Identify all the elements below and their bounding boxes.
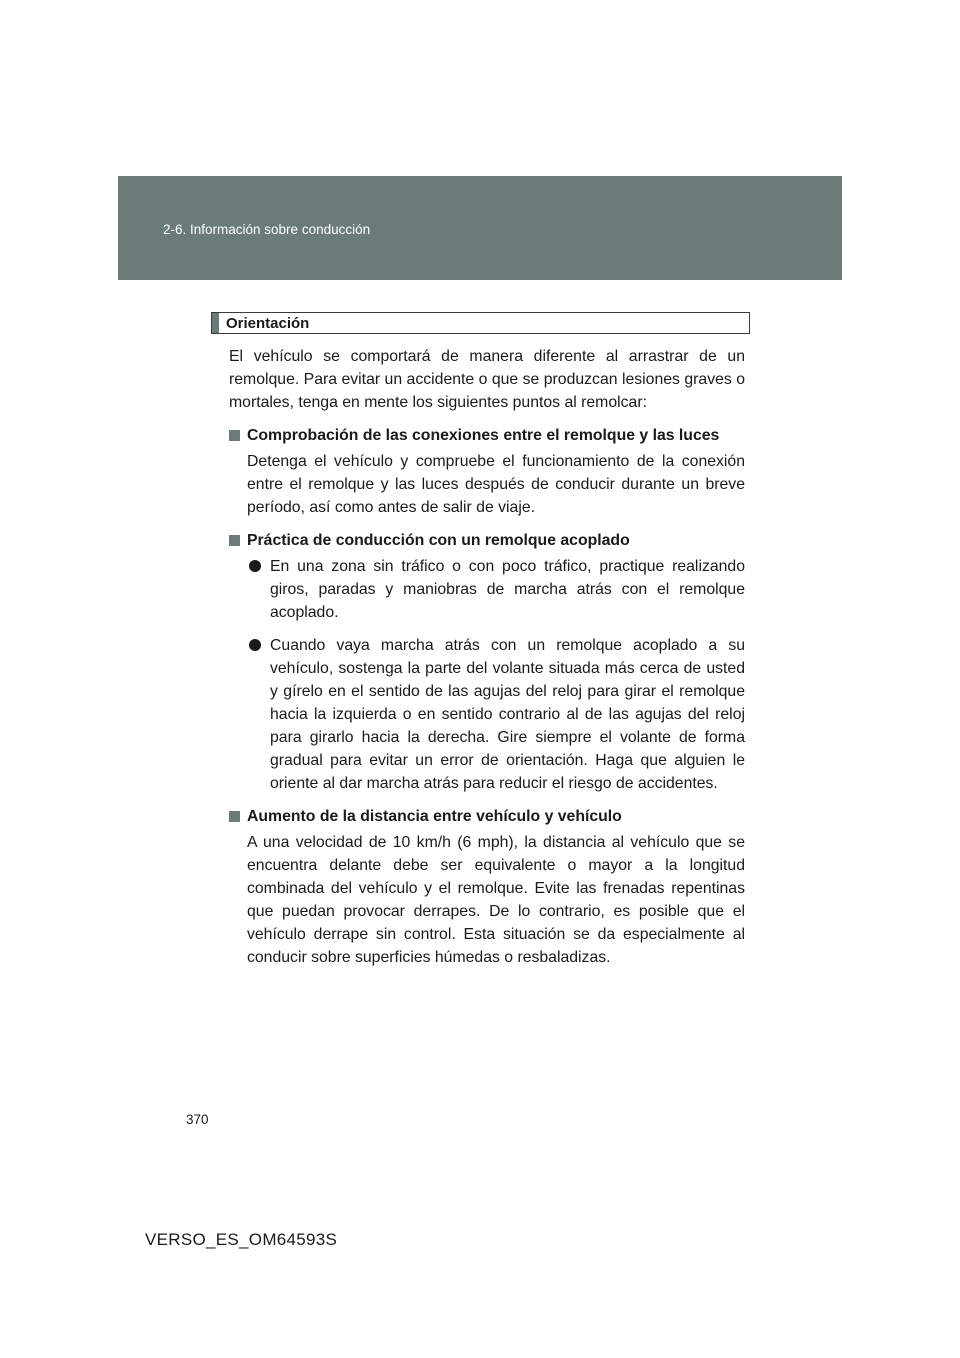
list-item bbox=[229, 555, 745, 624]
list-item-text: Cuando vaya marcha atrás con un remolque acoplado a su vehículo, sostenga la parte del volante situada más cerca de usted y gírelo en el sentido de las agujas del reloj para girar el remolque hacia la izquierda o en sentido contrario al de las agujas del reloj para girarlo hacia la derecha. Gire siempre el volante de forma gradual para evitar un error de orientación. Haga que alguien le oriente al dar marcha atrás para reducir el riesgo de accidentes. bbox=[270, 637, 745, 792]
subsection-title: Aumento de la distancia entre vehículo y vehículo bbox=[247, 808, 622, 825]
round-bullet-icon bbox=[249, 639, 261, 651]
header-band bbox=[118, 176, 842, 280]
square-bullet-icon bbox=[229, 811, 240, 822]
subsection-connections bbox=[229, 424, 745, 519]
square-bullet-icon bbox=[229, 430, 240, 441]
subsection-distance bbox=[229, 805, 745, 969]
intro-paragraph: El vehículo se comportará de manera diferente al arrastrar de un remolque. Para evitar un accidente o que se produzcan lesiones graves o mortales, tenga en mente los siguientes puntos al remolcar: bbox=[229, 348, 745, 411]
section-breadcrumb: 2-6. Información sobre conducción bbox=[163, 222, 371, 237]
square-bullet-icon bbox=[229, 535, 240, 546]
section-title: Orientación bbox=[226, 315, 310, 332]
subsection-heading bbox=[229, 529, 745, 552]
footer-document-code: VERSO_ES_OM64593S bbox=[145, 1230, 338, 1249]
subsection-body: Detenga el vehículo y compruebe el funcionamiento de la conexión entre el remolque y las luces después de conducir durante un breve período, así como antes de salir de viaje. bbox=[247, 453, 745, 516]
list-item-text: En una zona sin tráfico o con poco tráfico, practique realizando giros, paradas y maniobras de marcha atrás con el remolque acoplado. bbox=[270, 558, 745, 621]
subsection-heading bbox=[229, 805, 745, 828]
subsection-heading bbox=[229, 424, 745, 447]
subsection-title: Práctica de conducción con un remolque acoplado bbox=[247, 532, 630, 549]
subsection-body: A una velocidad de 10 km/h (6 mph), la distancia al vehículo que se encuentra delante debe ser equivalente o mayor a la longitud combinada del vehículo y el remolque. Evite las frenadas repentinas que puedan provocar derrapes. De lo contrario, es posible que el vehículo derrape sin control. Esta situación se da especialmente al conducir sobre superficies húmedas o resbaladizas. bbox=[247, 834, 745, 966]
subsection-title: Comprobación de las conexiones entre el remolque y las luces bbox=[247, 427, 720, 444]
section-title-box bbox=[211, 312, 750, 334]
page-content bbox=[229, 345, 745, 979]
title-accent-bar bbox=[212, 313, 219, 333]
round-bullet-icon bbox=[249, 560, 261, 572]
page-number: 370 bbox=[186, 1112, 209, 1127]
list-item bbox=[229, 634, 745, 795]
subsection-practice bbox=[229, 529, 745, 795]
